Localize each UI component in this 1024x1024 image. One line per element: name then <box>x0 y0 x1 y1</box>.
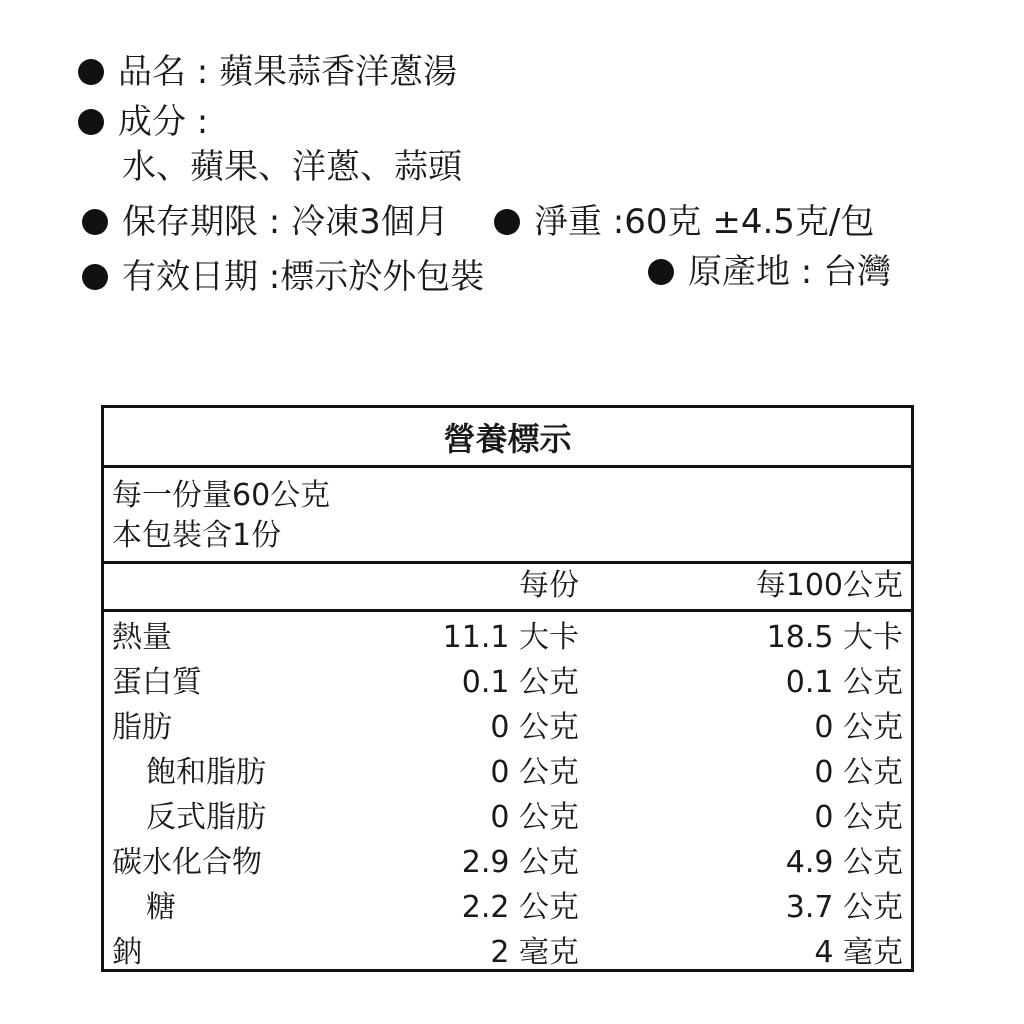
per-serving-value: 2.9 公克 <box>461 845 579 880</box>
shelf-life-line <box>82 202 449 242</box>
nutrient-row <box>104 841 911 886</box>
nutrient-name: 脂肪 <box>112 710 172 745</box>
per-100g-value: 0 公克 <box>814 755 903 790</box>
nutrient-row <box>104 931 911 976</box>
bullet-icon <box>648 259 674 285</box>
nutrient-row <box>104 706 911 751</box>
column-header <box>104 564 911 612</box>
per-100g-value: 4.9 公克 <box>785 845 903 880</box>
ingredients-list: 水、蘋果、洋蔥、蒜頭 <box>122 147 462 187</box>
per-serving-value: 0.1 公克 <box>461 665 579 700</box>
nutrient-name: 糖 <box>146 890 176 925</box>
net-weight-line <box>494 202 874 242</box>
bullet-icon <box>78 109 104 135</box>
ingredients-label: 成分 : <box>118 102 209 142</box>
expiry-date: 有效日期 :標示於外包裝 <box>122 257 485 297</box>
serving-info <box>104 468 911 564</box>
expiry-line <box>82 257 484 297</box>
per-serving-value: 0 公克 <box>490 755 579 790</box>
per-100g-value: 0 公克 <box>814 800 903 835</box>
product-name-line <box>78 52 457 92</box>
nutrient-row <box>104 886 911 931</box>
shelf-life: 保存期限 : 冷凍3個月 <box>122 202 449 242</box>
per-serving-value: 11.1 大卡 <box>442 620 579 655</box>
per-serving-value: 2 毫克 <box>490 935 579 970</box>
nutrient-row <box>104 751 911 796</box>
per-100g-value: 18.5 大卡 <box>766 620 903 655</box>
bullet-icon <box>78 59 104 85</box>
nutrient-name: 飽和脂肪 <box>146 755 266 790</box>
nutrient-name: 碳水化合物 <box>112 845 262 880</box>
nutrient-name: 反式脂肪 <box>146 800 266 835</box>
net-weight: 淨重 :60克 ±4.5克/包 <box>534 202 875 242</box>
bullet-icon <box>494 209 520 235</box>
nutrient-row <box>104 796 911 841</box>
origin: 原產地 : 台灣 <box>688 252 892 292</box>
servings-per-pack: 本包裝含1份 <box>112 518 282 553</box>
bullet-icon <box>82 264 108 290</box>
nutrient-name: 鈉 <box>112 935 142 970</box>
col-per-100g: 每100公克 <box>755 568 903 603</box>
nutrient-name: 蛋白質 <box>112 665 202 700</box>
bullet-icon <box>82 209 108 235</box>
per-serving-value: 0 公克 <box>490 710 579 745</box>
per-100g-value: 3.7 公克 <box>785 890 903 925</box>
nutrition-title: 營養標示 <box>104 408 911 468</box>
per-100g-value: 4 毫克 <box>814 935 903 970</box>
nutrition-facts-panel <box>101 405 914 972</box>
per-100g-value: 0 公克 <box>814 710 903 745</box>
nutrient-row <box>104 616 911 661</box>
per-serving-value: 2.2 公克 <box>461 890 579 925</box>
per-serving-value: 0 公克 <box>490 800 579 835</box>
ingredients-line <box>78 102 208 142</box>
per-100g-value: 0.1 公克 <box>785 665 903 700</box>
nutrient-name: 熱量 <box>112 620 172 655</box>
col-per-serving: 每份 <box>519 568 579 603</box>
origin-line <box>648 252 891 292</box>
product-name: 品名 : 蘋果蒜香洋蔥湯 <box>118 52 458 92</box>
nutrient-row <box>104 661 911 706</box>
nutrient-rows <box>104 612 911 976</box>
serving-size: 每一份量60公克 <box>112 478 331 513</box>
